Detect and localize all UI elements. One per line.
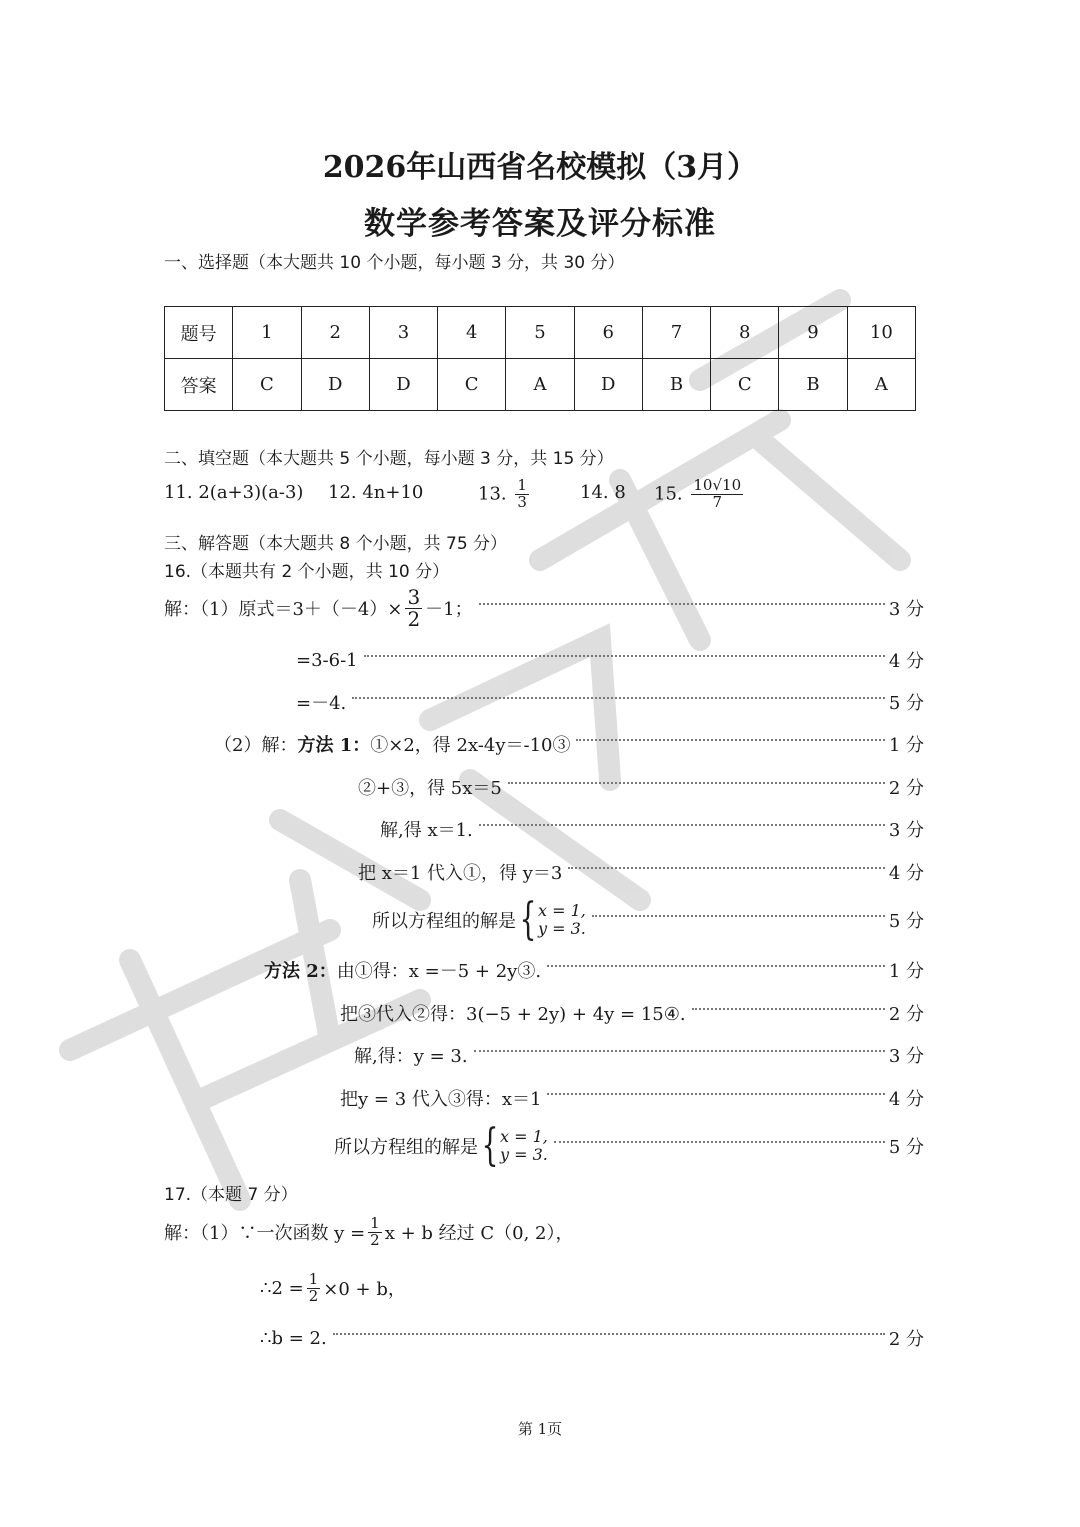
- dot-leader: [474, 1050, 885, 1052]
- table-cell: 2: [301, 307, 369, 359]
- step-text: 所以方程组的解是: [334, 1137, 478, 1158]
- score: 3 分: [888, 599, 924, 620]
- table-cell: 5: [506, 307, 574, 359]
- q16-m2-step-5: [334, 1120, 924, 1171]
- dot-leader: [547, 1093, 884, 1095]
- dot-leader: [592, 915, 885, 917]
- score: 4 分: [888, 651, 924, 672]
- answer-q14: 14. 8: [580, 482, 626, 503]
- fraction-numerator: 1: [370, 1213, 380, 1232]
- system-line-1: x = 1,: [538, 901, 586, 921]
- q16-heading: 16.（本题共有 2 个小题，共 10 分）: [164, 562, 450, 582]
- table-cell: D: [301, 359, 369, 411]
- method-label: 方法 1：: [297, 735, 371, 756]
- q15-label: 15.: [654, 483, 683, 505]
- q15-denominator: 7: [712, 492, 723, 511]
- q13-numerator: 1: [517, 476, 527, 494]
- score: 2 分: [888, 1004, 924, 1025]
- step-text: 解：（1）∵一次函数 y =: [164, 1223, 366, 1244]
- score: 2 分: [888, 1329, 924, 1350]
- dot-leader: [508, 782, 885, 784]
- table-row: [165, 359, 916, 411]
- step-text: 把 x＝1 代入①，得 y＝3: [358, 863, 563, 884]
- dot-leader: [692, 1008, 885, 1010]
- answer-q15: [654, 478, 746, 511]
- q16-m2-step-3: [354, 1043, 924, 1067]
- step-text-end: ×0 + b，: [323, 1279, 406, 1300]
- section1-heading: 一、选择题（本大题共 10 个小题，每小题 3 分，共 30 分）: [164, 253, 625, 273]
- brace-icon: {: [481, 1120, 499, 1171]
- fraction-numerator: 1: [308, 1269, 319, 1288]
- q17-heading: 17.（本题 7 分）: [164, 1185, 298, 1205]
- step-text: 把③代入②得：3(−5 + 2y) + 4y = 15④.: [340, 1004, 686, 1025]
- q17-step-1: [164, 1213, 924, 1249]
- step-text: 把y = 3 代入③得：x＝1: [340, 1089, 542, 1110]
- step-text: 所以方程组的解是: [372, 911, 516, 932]
- method-label: 方法 2：: [264, 961, 337, 982]
- dot-leader: [554, 1141, 885, 1143]
- q15-numerator: 10√10: [693, 476, 742, 494]
- answer-q11: 11. 2(a+3)(a-3): [164, 482, 304, 503]
- table-cell: B: [779, 359, 847, 411]
- q16-m1-step-1: [214, 732, 924, 756]
- table-cell: 6: [574, 307, 642, 359]
- table-cell: A: [847, 359, 915, 411]
- table-cell: 9: [779, 307, 847, 359]
- score: 2 分: [888, 778, 924, 799]
- answer-q13: [478, 478, 532, 511]
- table-cell: D: [574, 359, 642, 411]
- dot-leader: [568, 867, 884, 869]
- score: 1 分: [888, 961, 924, 982]
- row-label-number: 题号: [165, 307, 233, 359]
- section2-heading: 二、填空题（本大题共 5 个小题，每小题 3 分，共 15 分）: [164, 449, 614, 469]
- fraction-denominator: 2: [370, 1230, 380, 1249]
- table-cell: D: [369, 359, 437, 411]
- page-subtitle: 数学参考答案及评分标准: [364, 206, 716, 242]
- table-cell: A: [506, 359, 574, 411]
- step-text: =3-6-1: [296, 649, 358, 671]
- q16-m1-step-5: [372, 894, 924, 945]
- dot-leader: [576, 739, 884, 741]
- q13-label: 13.: [478, 483, 507, 505]
- dot-leader: [479, 824, 885, 826]
- step-text: 解,得：y = 3.: [354, 1046, 468, 1067]
- step-text: 解,得 x＝1.: [380, 820, 473, 841]
- q16-m1-step-2: [358, 775, 924, 799]
- row-label-answer: 答案: [165, 359, 233, 411]
- dot-leader: [479, 603, 885, 605]
- fraction-numerator: 3: [407, 584, 421, 609]
- score: 5 分: [888, 693, 924, 714]
- system-line-2: y = 3.: [500, 1145, 548, 1164]
- table-cell: 1: [233, 307, 301, 359]
- q16-m2-step-2: [340, 1001, 924, 1025]
- q13-denominator: 3: [517, 492, 527, 511]
- table-cell: C: [233, 359, 301, 411]
- score: 5 分: [888, 911, 924, 932]
- table-cell: 10: [847, 307, 915, 359]
- q16-m1-step-4: [358, 860, 924, 884]
- q16-m2-step-4: [340, 1086, 924, 1110]
- step-text: =－4.: [296, 693, 347, 714]
- table-cell: 4: [438, 307, 506, 359]
- step-text: 解：（1）原式＝3＋（－4）×: [164, 599, 403, 620]
- brace-icon: {: [519, 894, 537, 945]
- system-line-1: x = 1,: [500, 1127, 548, 1147]
- table-cell: 8: [711, 307, 779, 359]
- score: 4 分: [888, 863, 924, 884]
- part-label: （2）解：: [214, 735, 298, 756]
- score: 3 分: [888, 820, 924, 841]
- q16-m2-step-1: [264, 958, 924, 982]
- dot-leader: [352, 697, 885, 699]
- fraction-denominator: 2: [308, 1286, 319, 1305]
- score: 5 分: [888, 1137, 924, 1158]
- system-line-2: y = 3.: [538, 919, 586, 938]
- step-text: ②+③，得 5x＝5: [358, 778, 502, 799]
- table-cell: C: [438, 359, 506, 411]
- step-text-end: －1；: [425, 599, 473, 620]
- dot-leader: [364, 655, 885, 657]
- step-text: 由①得：x =－5 + 2y③.: [336, 961, 542, 982]
- dot-leader: [333, 1333, 885, 1335]
- dot-leader: [547, 965, 885, 967]
- table-cell: 7: [642, 307, 710, 359]
- table-cell: C: [711, 359, 779, 411]
- step-text: ①×2，得 2x-4y＝-10③: [370, 735, 571, 756]
- table-row: [165, 307, 916, 359]
- table-cell: 3: [369, 307, 437, 359]
- section3-heading: 三、解答题（本大题共 8 个小题，共 75 分）: [164, 534, 508, 554]
- page-title: 2026年山西省名校模拟（3月）: [322, 150, 758, 185]
- step-text: ∴2 =: [260, 1277, 304, 1299]
- fraction-denominator: 2: [407, 606, 421, 631]
- page-number: 第 1页: [517, 1420, 563, 1438]
- step-text-end: x + b 经过 C（0, 2），: [384, 1223, 574, 1244]
- answer-table: [164, 306, 916, 411]
- score: 1 分: [888, 735, 924, 756]
- q16-step-1: [164, 584, 924, 631]
- q17-step-3: [260, 1326, 924, 1350]
- q17-step-2: [260, 1269, 924, 1305]
- table-cell: B: [642, 359, 710, 411]
- step-text: ∴b = 2.: [260, 1327, 327, 1349]
- score: 4 分: [888, 1089, 924, 1110]
- q16-m1-step-3: [380, 817, 924, 841]
- q16-step-3: [296, 690, 924, 714]
- answer-q12: 12. 4n+10: [328, 482, 424, 503]
- score: 3 分: [888, 1046, 924, 1067]
- q16-step-2: [296, 648, 924, 672]
